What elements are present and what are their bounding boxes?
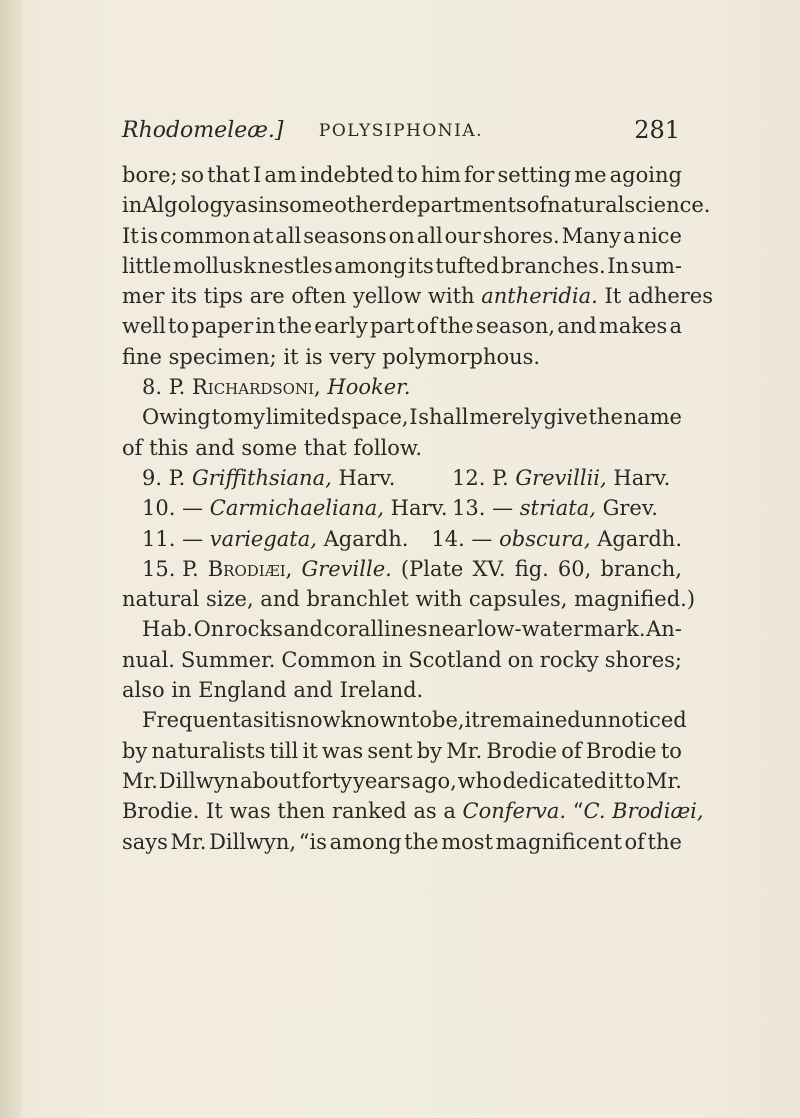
word: it (263, 708, 279, 733)
header-family: Rhodomeleæ.] (122, 118, 284, 143)
species-number: 13. — (452, 496, 514, 521)
text-line (122, 796, 704, 826)
word: magnificent (495, 829, 622, 854)
word: on (388, 223, 415, 248)
word: some (278, 193, 335, 218)
word: part (369, 314, 415, 339)
word: science. (624, 193, 711, 218)
word: Algology (142, 193, 235, 218)
word: Mr. (646, 768, 682, 793)
word: It (122, 223, 139, 248)
word: it (302, 738, 318, 763)
text-span: It adheres (597, 284, 714, 309)
word: An- (646, 617, 682, 642)
word: is (140, 223, 159, 248)
species-item (142, 463, 452, 493)
text-line (122, 766, 682, 796)
word: the (404, 829, 439, 854)
word: nestles (257, 253, 333, 278)
word: about (239, 768, 301, 793)
word: and (557, 314, 597, 339)
text-line (122, 160, 682, 190)
word: mollusk (173, 253, 257, 278)
text-span: mer its tips are often yellow with (122, 284, 482, 309)
italic-term: Conferva. (462, 799, 567, 824)
species-list-row (122, 463, 682, 493)
word: agoing (609, 163, 682, 187)
word: nual. (122, 647, 175, 672)
word: give (543, 405, 588, 430)
word: rocky (539, 647, 599, 672)
italic-term: C. Brodiæi, (583, 799, 704, 824)
word: Hab. (142, 617, 193, 642)
species-author: Greville. (301, 556, 392, 581)
word: it (464, 708, 480, 733)
word: indebted (299, 163, 394, 187)
text-line (122, 827, 682, 857)
word: Summer. (180, 647, 276, 672)
word: me (574, 163, 607, 187)
word: to (168, 314, 190, 339)
word: Mr. (122, 768, 158, 793)
species-number: 10. — (142, 496, 204, 521)
word: XV. (472, 556, 506, 581)
word: I (253, 163, 262, 187)
text-line (122, 736, 682, 766)
word: in (122, 193, 143, 218)
species-author: Hooker. (327, 375, 411, 400)
word: was (321, 738, 364, 763)
word: early (314, 314, 368, 339)
species-author: Harv. (338, 465, 396, 490)
text-line: natural size, and branchlet with capsules, magnified.) (122, 587, 696, 612)
word: In (607, 253, 630, 278)
species-number: 15. P. (142, 556, 199, 581)
word: our (444, 223, 481, 248)
header-genus: POLYSIPHONIA. (318, 121, 484, 141)
word: to (396, 163, 418, 187)
word: natural (547, 193, 625, 218)
italic-term: antheridia. (481, 284, 598, 309)
word: the (439, 314, 474, 339)
word: Scotland (408, 647, 502, 672)
word: naturalists (151, 738, 266, 763)
word: for (463, 163, 495, 187)
word: as (240, 708, 264, 733)
word: Common (281, 647, 377, 672)
text-line (122, 251, 682, 281)
word: fig. (514, 556, 549, 581)
text-span: Brodie. It was then ranked as a (122, 799, 463, 824)
word: says (122, 829, 168, 854)
word: it (608, 768, 624, 793)
word: tufted (435, 253, 500, 278)
word: in (255, 314, 276, 339)
species-item (452, 493, 658, 523)
word: the (588, 405, 623, 430)
word: little (122, 253, 172, 278)
word: its (407, 253, 434, 278)
word: name (623, 405, 682, 430)
word: all (275, 223, 302, 248)
species-name: Grevillii, (515, 465, 607, 490)
word: who (457, 768, 502, 793)
word: in (382, 647, 403, 672)
running-header (122, 118, 680, 150)
species-entry (122, 554, 682, 584)
word: Owing (142, 405, 211, 430)
species-number: 11. — (142, 526, 204, 551)
word: of (561, 738, 582, 763)
word: season, (475, 314, 556, 339)
species-number: 9. P. (142, 465, 186, 490)
word: Mr. (446, 738, 483, 763)
word: sum- (630, 253, 682, 278)
word: and (283, 617, 323, 642)
word: as (234, 193, 259, 218)
word: till (269, 738, 299, 763)
word: bore; (122, 163, 178, 187)
page-number: 281 (634, 116, 680, 144)
species-number: 8. P. (142, 375, 186, 400)
text-line (122, 402, 682, 432)
species-name: Brodiæi, (207, 556, 293, 581)
species-author: Harv. (613, 465, 671, 490)
word: to (410, 708, 433, 733)
word: departments (391, 193, 527, 218)
word: nice (637, 223, 682, 248)
word: now (296, 708, 341, 733)
word: am (264, 163, 297, 187)
word: forty (301, 768, 353, 793)
word: ago, (411, 768, 457, 793)
word: Mr. (170, 829, 207, 854)
species-item (431, 524, 682, 554)
word: Brodie (486, 738, 558, 763)
word: dedicated (502, 768, 608, 793)
text-line (122, 221, 682, 251)
word: shores. (482, 223, 560, 248)
body-text (122, 160, 714, 857)
word: mark. (583, 617, 646, 642)
word: on (507, 647, 534, 672)
word: near (428, 617, 477, 642)
word: paper (191, 314, 254, 339)
word: seasons (303, 223, 387, 248)
species-name: variegata, (209, 526, 317, 551)
word: a (622, 223, 636, 248)
word: Dillwyn (158, 768, 240, 793)
text-span: “ (566, 799, 584, 824)
word: other (334, 193, 392, 218)
word: 60, (557, 556, 592, 581)
word: rocks (224, 617, 283, 642)
word: shores; (604, 647, 682, 672)
word: “is (298, 829, 327, 854)
species-number: 12. P. (452, 465, 509, 490)
text-line: of this and some that follow. (122, 435, 423, 460)
species-item (142, 524, 431, 554)
word: shall (418, 405, 469, 430)
species-author: Agardh. (597, 526, 682, 551)
word: so (180, 163, 205, 187)
word: of (624, 829, 645, 854)
text-line (122, 705, 687, 735)
species-author: Harv. (390, 496, 448, 521)
word: unnoticed (580, 708, 687, 733)
text-line (122, 281, 714, 311)
species-list-row (122, 524, 682, 554)
species-item (142, 493, 452, 523)
word: Many (561, 223, 622, 248)
word: at (252, 223, 274, 248)
word: among (329, 829, 402, 854)
word: is (278, 708, 297, 733)
word: space, (340, 405, 409, 430)
word: merely (469, 405, 543, 430)
text-line (122, 311, 682, 341)
text-line (122, 645, 682, 675)
species-name: striata, (519, 496, 596, 521)
text-line: fine specimen; it is very polymorphous. (122, 344, 541, 369)
word: remained (479, 708, 581, 733)
species-list-row (122, 493, 682, 523)
word: branch, (600, 556, 682, 581)
species-author: Grev. (602, 496, 658, 521)
word: a (669, 314, 682, 339)
word: Frequent (142, 708, 241, 733)
word: common (160, 223, 251, 248)
word: to (660, 738, 682, 763)
word: to (624, 768, 646, 793)
species-name: Griffithsiana, (191, 465, 332, 490)
word: setting (497, 163, 572, 187)
species-item (452, 463, 670, 493)
word: I (409, 405, 418, 430)
text-line (122, 190, 711, 220)
species-name: Carmichaeliana, (209, 496, 384, 521)
word: be, (432, 708, 465, 733)
word: all (416, 223, 443, 248)
species-number: 14. — (431, 526, 493, 551)
word: corallines (323, 617, 428, 642)
text-line: also in England and Ireland. (122, 678, 424, 703)
species-name: Richardsoni, (191, 375, 321, 400)
word: Dillwyn, (209, 829, 297, 854)
word: that (207, 163, 251, 187)
word: Brodie (585, 738, 657, 763)
word: (Plate (400, 556, 464, 581)
word: of (526, 193, 548, 218)
word: On (193, 617, 225, 642)
word: the (277, 314, 313, 339)
word: the (647, 829, 682, 854)
word: to (211, 405, 233, 430)
word: low-water (477, 617, 584, 642)
word: branches. (500, 253, 606, 278)
word: sent (367, 738, 413, 763)
page-binding-edge (0, 0, 22, 1118)
species-author: Agardh. (323, 526, 409, 551)
word: limited (265, 405, 341, 430)
word: by (416, 738, 443, 763)
word: of (416, 314, 438, 339)
word: well (122, 314, 166, 339)
word: most (441, 829, 494, 854)
word: my (233, 405, 266, 430)
species-entry (122, 372, 682, 402)
word: among (334, 253, 407, 278)
word: makes (598, 314, 668, 339)
word: years (353, 768, 411, 793)
word: by (122, 738, 148, 763)
word: in (258, 193, 279, 218)
species-name: obscura, (499, 526, 591, 551)
word: known (340, 708, 411, 733)
word: him (420, 163, 461, 187)
text-line (122, 614, 682, 644)
